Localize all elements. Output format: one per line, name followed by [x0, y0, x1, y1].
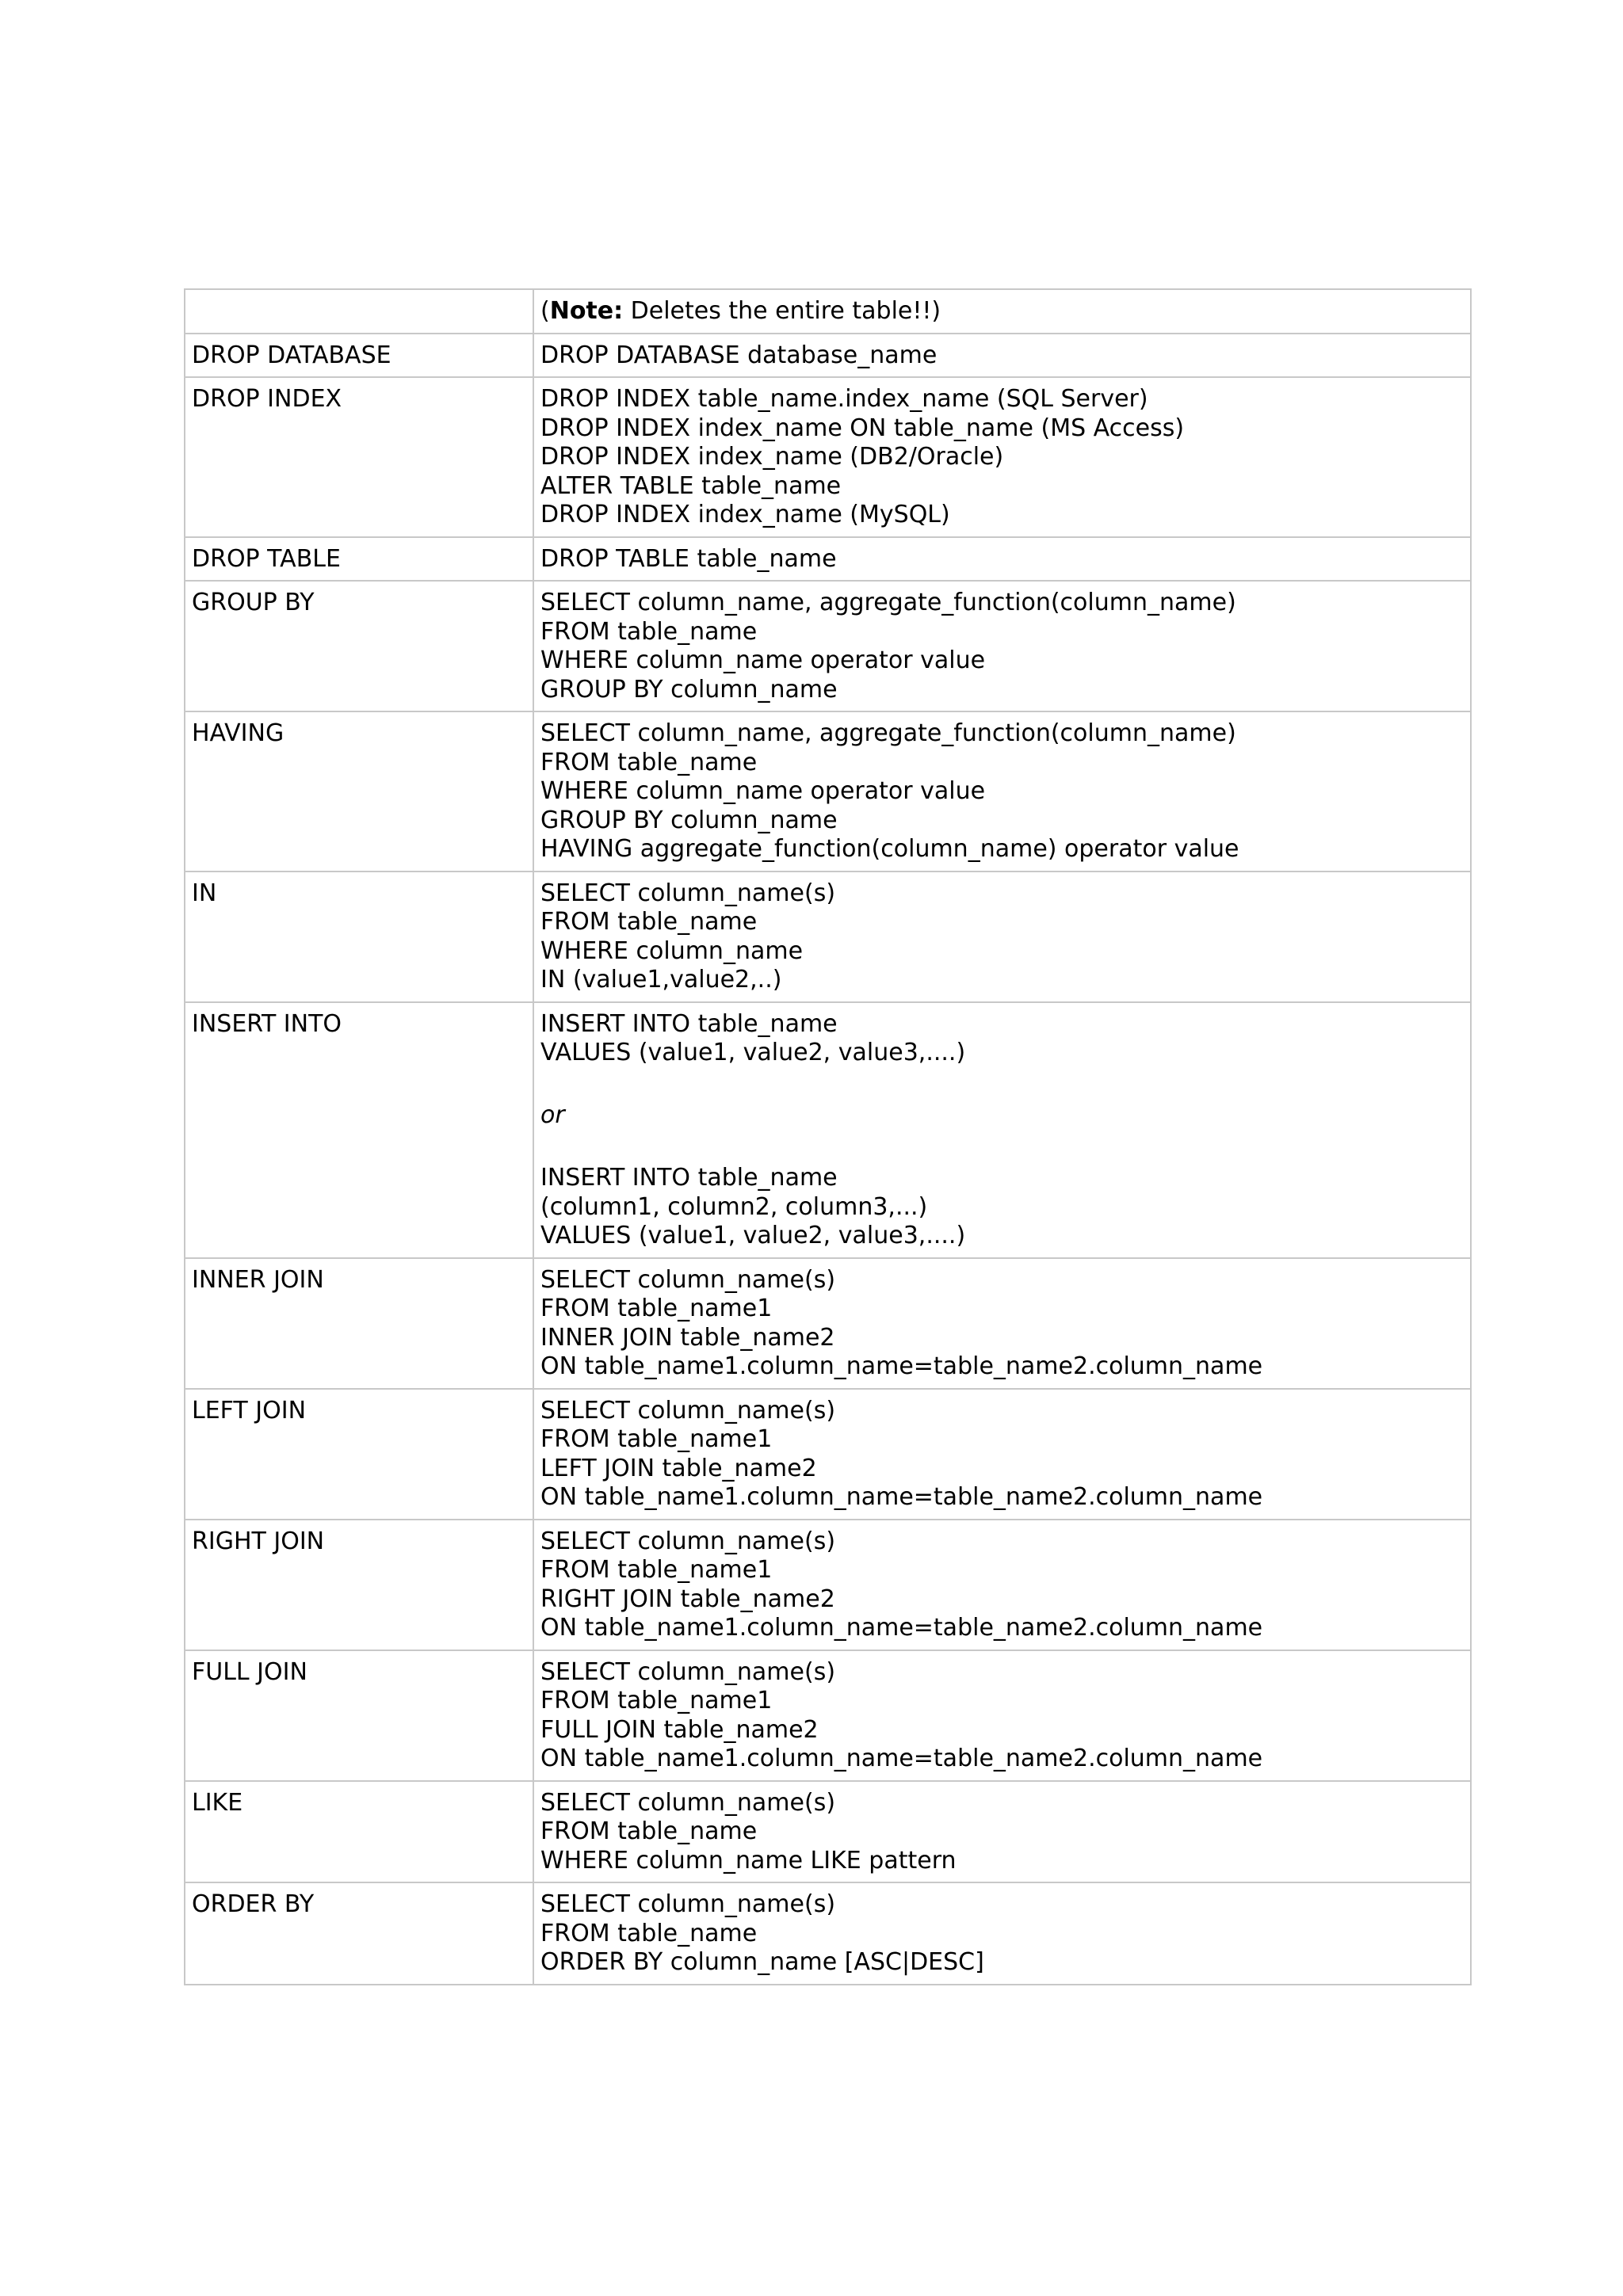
- table-row: [185, 1650, 1471, 1781]
- syntax-cell: [533, 581, 1471, 711]
- command-name-cell: [185, 871, 533, 1002]
- command-name-cell: [185, 1258, 533, 1389]
- syntax-line: SELECT column_name(s): [540, 1657, 836, 1686]
- table-row: [185, 1389, 1471, 1520]
- syntax-cell: [533, 711, 1471, 871]
- note-prefix: (: [540, 297, 550, 325]
- command-name: FULL JOIN: [192, 1657, 307, 1686]
- syntax-line: INSERT INTO table_name: [540, 1164, 838, 1192]
- table-row: [185, 581, 1471, 711]
- table-row: [185, 1258, 1471, 1389]
- table-row: [185, 871, 1471, 1002]
- syntax-line: SELECT column_name, aggregate_function(column_name): [540, 589, 1236, 616]
- syntax-line: FROM table_name: [540, 617, 758, 646]
- table-row: [185, 289, 1471, 334]
- syntax-line: SELECT column_name(s): [540, 879, 836, 907]
- syntax-line: SELECT column_name(s): [540, 1527, 836, 1555]
- syntax-line: FROM table_name1: [540, 1556, 773, 1584]
- command-name-cell: [185, 1882, 533, 1985]
- sql-syntax-table: [184, 288, 1472, 1985]
- command-name-cell: [185, 334, 533, 378]
- syntax-cell: [533, 537, 1471, 582]
- command-name-cell: [185, 537, 533, 582]
- table-row: [185, 1520, 1471, 1650]
- syntax-line: DROP INDEX table_name.index_name (SQL Server): [540, 385, 1148, 413]
- syntax-line: WHERE column_name: [540, 936, 804, 965]
- command-name: RIGHT JOIN: [192, 1527, 325, 1555]
- note-text: Deletes the entire table!!): [623, 297, 941, 325]
- syntax-cell: [533, 1650, 1471, 1781]
- command-name-cell: [185, 1650, 533, 1781]
- blank-line: [540, 1068, 1464, 1097]
- command-name: GROUP BY: [192, 589, 315, 616]
- syntax-line: GROUP BY column_name: [540, 806, 838, 834]
- sql-syntax-table-body: [185, 289, 1471, 1985]
- syntax-line: FROM table_name1: [540, 1687, 773, 1714]
- command-name: LIKE: [192, 1788, 243, 1817]
- syntax-line: LEFT JOIN table_name2: [540, 1454, 817, 1482]
- syntax-line: ON table_name1.column_name=table_name2.column_name: [540, 1483, 1263, 1511]
- syntax-cell: [533, 1781, 1471, 1883]
- syntax-line: GROUP BY column_name: [540, 675, 838, 704]
- syntax-line: ON table_name1.column_name=table_name2.column_name: [540, 1745, 1263, 1772]
- syntax-line: SELECT column_name(s): [540, 1396, 836, 1425]
- syntax-line: WHERE column_name operator value: [540, 646, 986, 674]
- syntax-line: FROM table_name: [540, 1817, 758, 1845]
- command-name: IN: [192, 879, 217, 907]
- syntax-line: ON table_name1.column_name=table_name2.column_name: [540, 1614, 1263, 1642]
- command-name-cell: [185, 1002, 533, 1258]
- syntax-cell: [533, 1258, 1471, 1389]
- command-name: LEFT JOIN: [192, 1396, 307, 1425]
- syntax-line: FULL JOIN table_name2: [540, 1715, 819, 1744]
- blank-line: [540, 1135, 1464, 1165]
- command-name: DROP DATABASE: [192, 341, 391, 369]
- syntax-line: SELECT column_name(s): [540, 1265, 836, 1294]
- syntax-line: IN (value1,value2,..): [540, 966, 782, 994]
- note-line: [540, 297, 1464, 326]
- or-separator: or: [540, 1101, 565, 1129]
- syntax-line: DROP TABLE table_name: [540, 544, 837, 573]
- table-row: [185, 537, 1471, 582]
- syntax-line: DROP DATABASE database_name: [540, 341, 938, 369]
- command-name: ORDER BY: [192, 1890, 315, 1918]
- command-name-cell: [185, 1389, 533, 1520]
- syntax-line: FROM table_name: [540, 1919, 758, 1947]
- syntax-line: ON table_name1.column_name=table_name2.column_name: [540, 1352, 1263, 1380]
- syntax-line: FROM table_name1: [540, 1295, 773, 1322]
- syntax-cell: [533, 377, 1471, 537]
- syntax-line: VALUES (value1, value2, value3,....): [540, 1222, 966, 1249]
- table-row: [185, 1882, 1471, 1985]
- syntax-line: FROM table_name1: [540, 1425, 773, 1453]
- syntax-line: RIGHT JOIN table_name2: [540, 1585, 835, 1613]
- command-name-cell: [185, 1781, 533, 1883]
- command-name: DROP TABLE: [192, 544, 341, 573]
- syntax-line: SELECT column_name(s): [540, 1788, 836, 1817]
- syntax-line: ORDER BY column_name [ASC|DESC]: [540, 1948, 984, 1976]
- syntax-cell: [533, 334, 1471, 378]
- syntax-line: FROM table_name: [540, 908, 758, 936]
- syntax-line: ALTER TABLE table_name: [540, 471, 842, 500]
- syntax-cell: [533, 1002, 1471, 1258]
- syntax-line: WHERE column_name LIKE pattern: [540, 1846, 957, 1875]
- syntax-line: HAVING aggregate_function(column_name) operator value: [540, 835, 1239, 863]
- syntax-line: INSERT INTO table_name: [540, 1009, 838, 1038]
- syntax-line: SELECT column_name(s): [540, 1890, 836, 1918]
- command-name: INNER JOIN: [192, 1265, 324, 1294]
- syntax-line: DROP INDEX index_name (MySQL): [540, 501, 950, 528]
- command-name-cell: [185, 289, 533, 334]
- syntax-cell: [533, 1389, 1471, 1520]
- table-row: [185, 1002, 1471, 1258]
- syntax-cell: [533, 289, 1471, 334]
- syntax-line: DROP INDEX index_name (DB2/Oracle): [540, 443, 1004, 471]
- syntax-line: (column1, column2, column3,...): [540, 1192, 928, 1221]
- syntax-cell: [533, 871, 1471, 1002]
- command-name: DROP INDEX: [192, 385, 342, 413]
- table-row: [185, 377, 1471, 537]
- command-name-cell: [185, 377, 533, 537]
- syntax-cell: [533, 1520, 1471, 1650]
- command-name: HAVING: [192, 719, 285, 747]
- syntax-line: VALUES (value1, value2, value3,....): [540, 1039, 966, 1066]
- command-name-cell: [185, 711, 533, 871]
- syntax-cell: [533, 1882, 1471, 1985]
- table-row: [185, 711, 1471, 871]
- syntax-line: DROP INDEX index_name ON table_name (MS Access): [540, 414, 1185, 442]
- command-name-cell: [185, 581, 533, 711]
- table-row: [185, 334, 1471, 378]
- syntax-line: INNER JOIN table_name2: [540, 1323, 835, 1352]
- command-name-cell: [185, 1520, 533, 1650]
- syntax-line: SELECT column_name, aggregate_function(column_name): [540, 719, 1236, 747]
- note-label: Note:: [549, 297, 624, 325]
- table-row: [185, 1781, 1471, 1883]
- syntax-line: WHERE column_name operator value: [540, 777, 986, 805]
- command-name: INSERT INTO: [192, 1009, 342, 1038]
- syntax-line: FROM table_name: [540, 748, 758, 776]
